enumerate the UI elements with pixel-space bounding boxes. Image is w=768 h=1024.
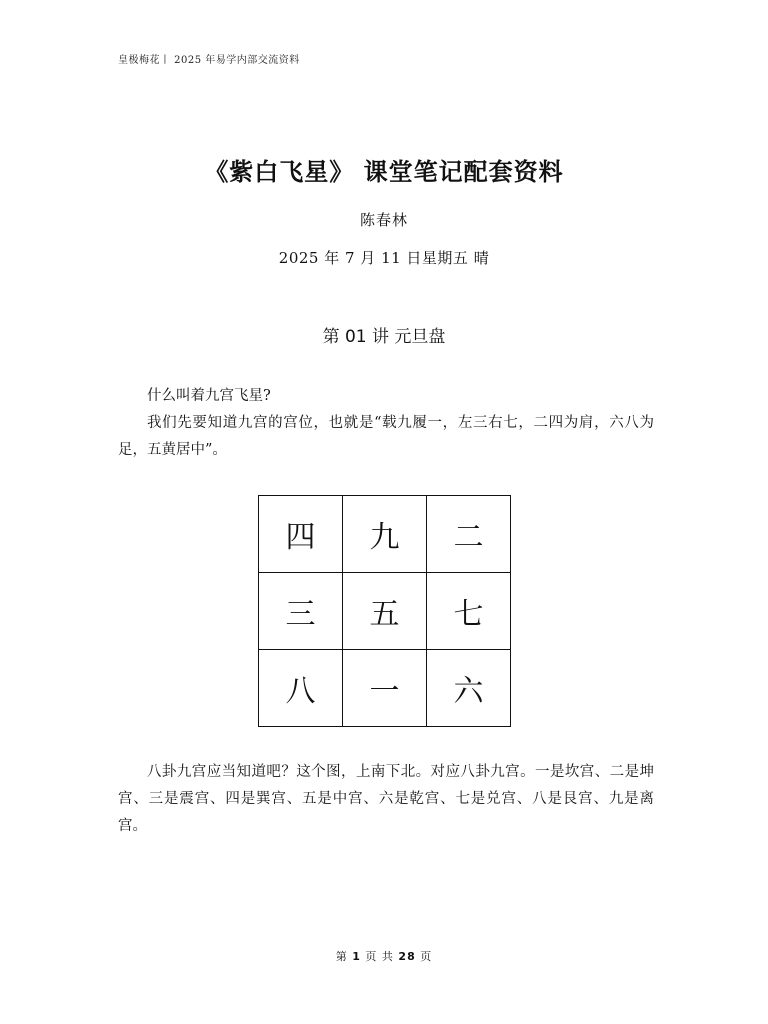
footer-suffix: 页 [420, 950, 433, 963]
grid-cell-bottom-center: 一 [343, 650, 427, 727]
grid-cell-bottom-right: 六 [427, 650, 511, 727]
grid-cell-top-right: 二 [427, 496, 511, 573]
running-header: 皇极梅花丨 2025 年易学内部交流资料 [118, 55, 300, 66]
footer-prefix: 第 [335, 950, 348, 963]
grid-cell-middle-right: 七 [427, 573, 511, 650]
author-name: 陈春林 [359, 211, 408, 229]
paragraph-palace-positions: 我们先要知道九宫的宫位，也就是“载九履一，左三右七，二四为肩，六八为足，五黄居中”。 [118, 415, 654, 458]
grid-cell-middle-left: 三 [259, 573, 343, 650]
grid-cell-bottom-left: 八 [259, 650, 343, 727]
footer-middle: 页 共 [365, 950, 394, 963]
current-page-number: 1 [352, 950, 361, 963]
grid-cell-top-center: 九 [343, 496, 427, 573]
paragraph-question: 什么叫着九宫飞星? [147, 388, 271, 404]
grid-cell-center: 五 [343, 573, 427, 650]
total-pages-number: 28 [398, 950, 416, 963]
paragraph-bagua-palaces: 八卦九宫应当知道吧？这个图，上南下北。对应八卦九宫。一是坎宫、二是坤宫、三是震宫、四是巽宫、五是中宫、六是乾宫、七是兑宫、八是艮宫、九是离宫。 [118, 764, 654, 834]
document-title: 《紫白飞星》 课堂笔记配套资料 [204, 157, 564, 186]
grid-row-bottom [259, 650, 511, 727]
page-footer [0, 948, 768, 964]
lecture-title: 第 01 讲 元旦盘 [322, 327, 446, 347]
grid-row-middle [259, 573, 511, 650]
nine-palace-grid [258, 495, 511, 727]
document-date: 2025 年 7 月 11 日星期五 晴 [278, 249, 490, 267]
grid-cell-top-left: 四 [259, 496, 343, 573]
grid-row-top [259, 496, 511, 573]
